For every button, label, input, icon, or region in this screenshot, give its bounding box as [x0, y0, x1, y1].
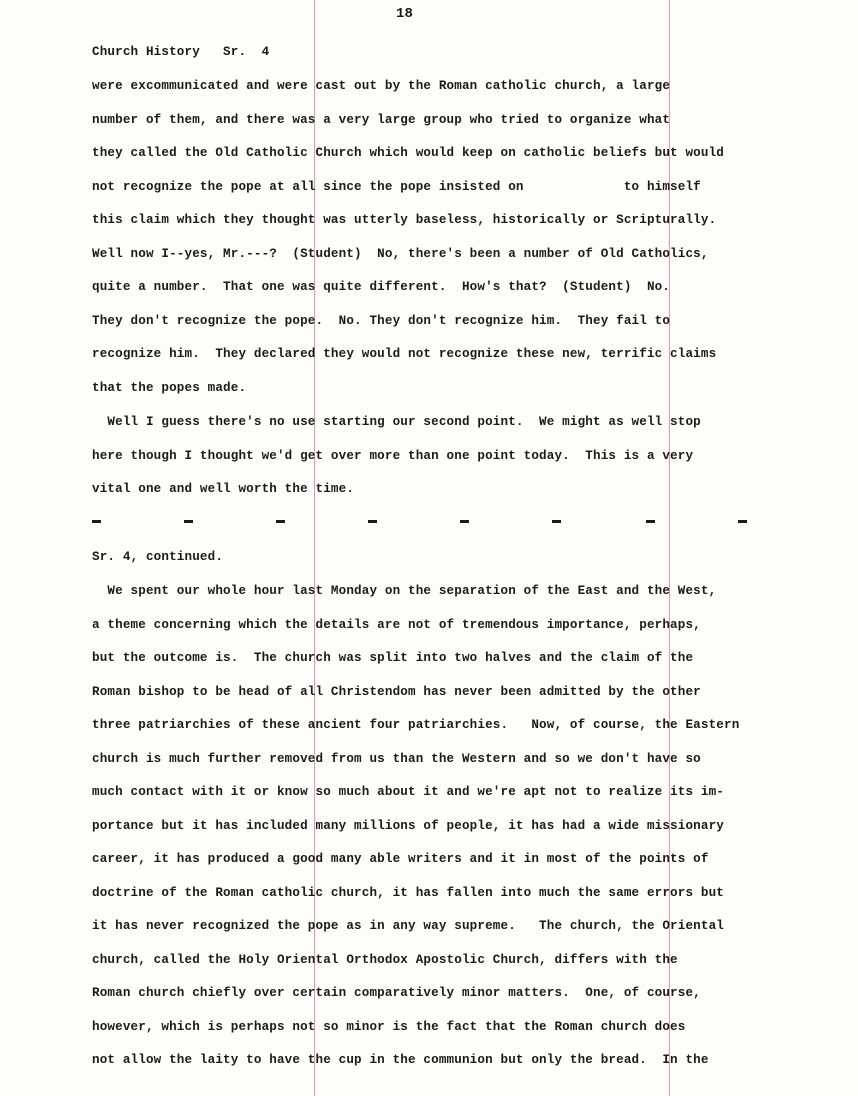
text-line: this claim which they thought was utterly baseless, historically or Scripturally. — [92, 213, 717, 227]
text-line: but the outcome is. The church was split into two halves and the claim of the — [92, 651, 694, 665]
divider-dash — [738, 520, 747, 523]
divider-dash — [646, 520, 655, 523]
text-line: church is much further removed from us than the Western and so we don't have so — [92, 751, 701, 766]
text-line: not recognize the pope at all since the pope insisted on to himself — [92, 179, 701, 194]
text-line: here though I thought we'd get over more than one point today. This is a very — [92, 448, 694, 463]
text-line: We spent our whole hour last Monday on the separation of the East and the West, — [92, 584, 717, 598]
text-line: church, called the Holy Oriental Orthodox Apostolic Church, differs with the — [92, 952, 678, 967]
divider-dash — [184, 520, 193, 523]
divider-dash — [276, 520, 285, 523]
text-line: they called the Old Catholic Church which would keep on catholic beliefs but would — [92, 146, 725, 160]
text-line: Roman bishop to be head of all Christendom has never been admitted by the other — [92, 684, 701, 699]
text-line: not allow the laity to have the cup in the communion but only the bread. In the — [92, 1053, 709, 1067]
document-header: Church History Sr. 4 — [92, 45, 270, 59]
text-line: doctrine of the Roman catholic church, it has fallen into much the same errors but — [92, 885, 725, 900]
text-line: however, which is perhaps not so minor is the fact that the Roman church does — [92, 1019, 686, 1034]
text-line: much contact with it or know so much about it and we're apt not to realize its im- — [92, 785, 725, 799]
text-line: it has never recognized the pope as in any way supreme. The church, the Oriental — [92, 919, 725, 933]
text-line: They don't recognize the pope. No. They don't recognize him. They fail to — [92, 313, 671, 328]
text-line: three patriarchies of these ancient four patriarchies. Now, of course, the Eastern — [92, 718, 740, 732]
divider-dash — [368, 520, 377, 523]
divider-dash — [460, 520, 469, 523]
text-line: quite a number. That one was quite different. How's that? (Student) No. — [92, 280, 671, 294]
text-line: career, it has produced a good many able writers and it in most of the points of — [92, 852, 709, 866]
text-line: recognize him. They declared they would not recognize these new, terrific claims — [92, 347, 717, 361]
text-line: Well I guess there's no use starting our second point. We might as well stop — [92, 415, 701, 429]
text-line: Well now I--yes, Mr.---? (Student) No, there's been a number of Old Catholics, — [92, 246, 709, 261]
text-line: that the popes made. — [92, 380, 247, 395]
text-line: a theme concerning which the details are not of tremendous importance, perhaps, — [92, 617, 701, 632]
divider-dash — [92, 520, 101, 523]
continued-heading: Sr. 4, continued. — [92, 550, 224, 564]
text-line: Roman church chiefly over certain comparatively minor matters. One, of course, — [92, 986, 701, 1000]
page-number: 18 — [396, 6, 414, 22]
text-line: number of them, and there was a very large group who tried to organize what — [92, 112, 671, 127]
text-line: portance but it has included many millions of people, it has had a wide missionary — [92, 818, 725, 833]
text-line: were excommunicated and were cast out by the Roman catholic church, a large — [92, 79, 671, 93]
text-line: vital one and well worth the time. — [92, 482, 355, 496]
divider-dash — [552, 520, 561, 523]
